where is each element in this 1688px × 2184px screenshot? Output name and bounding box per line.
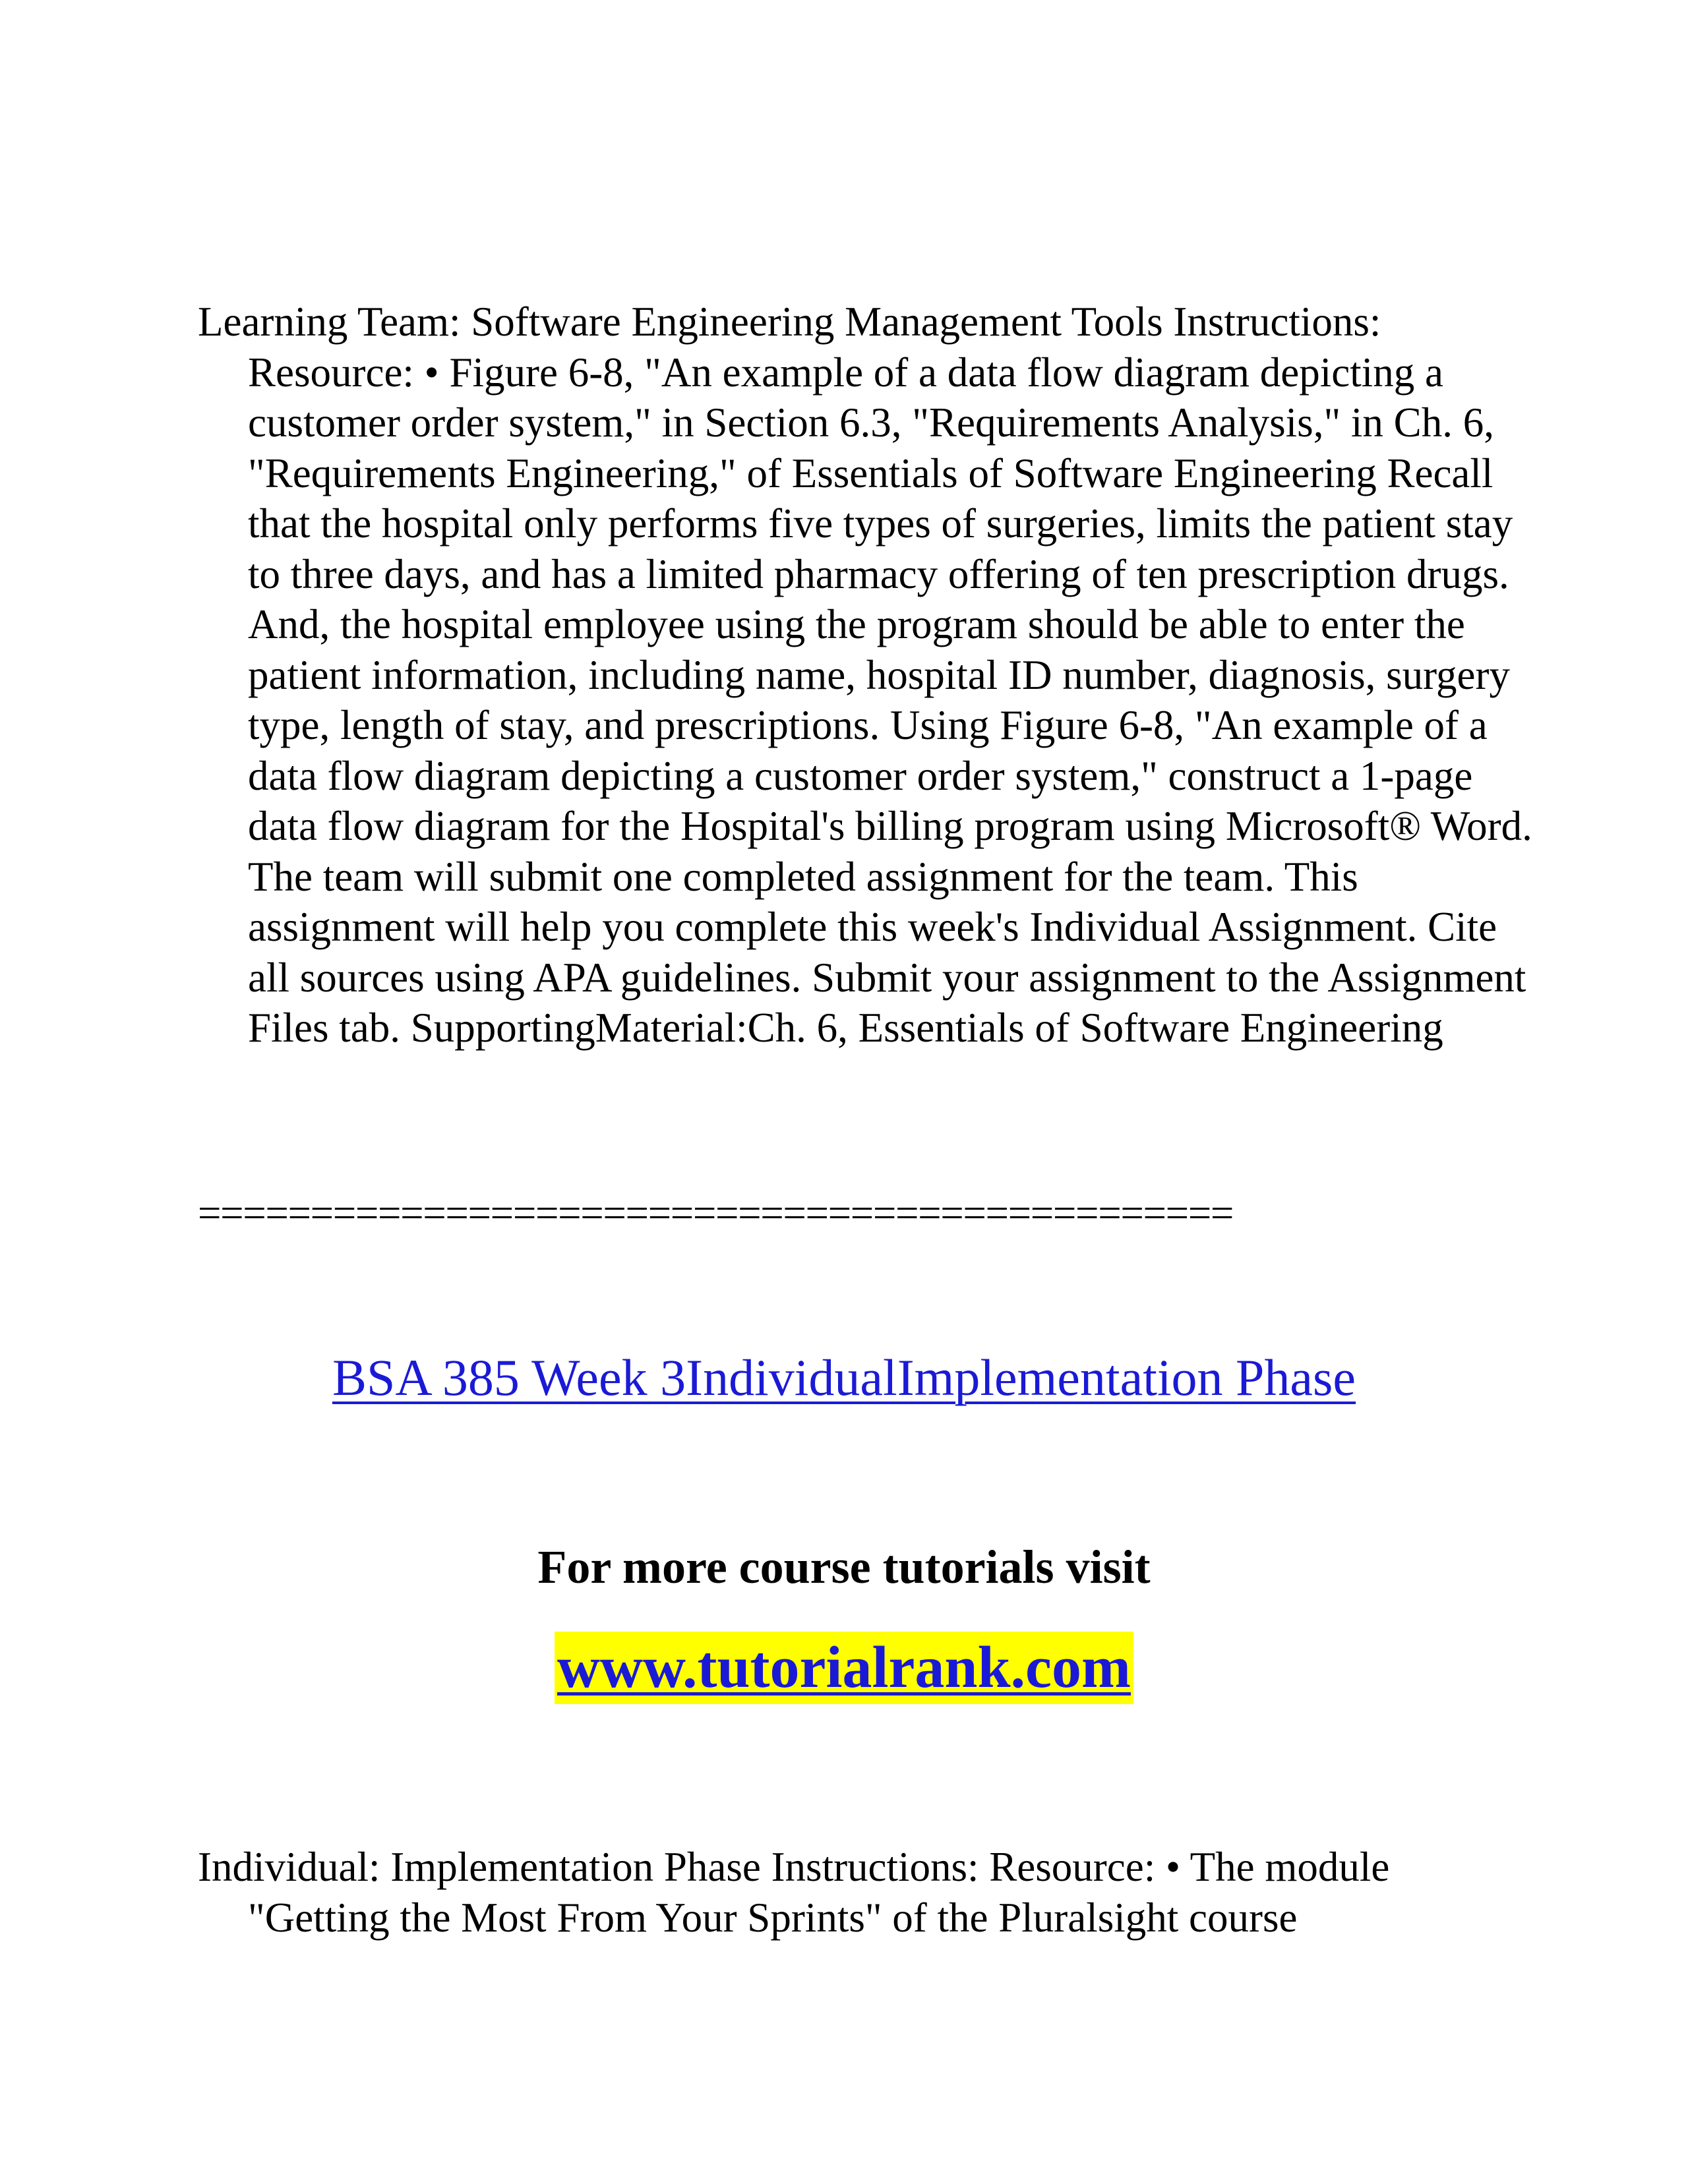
promo-text: For more course tutorials visit [537, 1541, 1151, 1593]
learning-team-instructions-paragraph: Learning Team: Software Engineering Management Tools Instructions: Resource: • Figure 6-8, "An example of a data flow diagram depicting a customer order system," in Section 6.3, "Requirements Analysis," in Ch. 6, "Requirements Engineering," of Essentials of Software Engineering Recall that the hospital only performs five types of surgeries, limits the patient stay to three days, and has a limited pharmacy offering of ten prescription drugs. And, the hospital employee using the program should be able to enter the patient information, including name, hospital ID number, diagnosis, surgery type, length of stay, and prescriptions. Using Figure 6-8, "An example of a data flow diagram depicting a customer order system," construct a 1-page data flow diagram for the Hospital's billing program using Microsoft® Word. The team will submit one completed assignment for the team. This assignment will help you complete this week's Individual Assignment. Cite all sources using APA guidelines. Submit your assignment to the Assignment Files tab. SupportingMaterial:Ch. 6, Essentials of Software Engineering [198, 299, 1532, 1051]
promo-url-container [0, 1632, 1688, 1704]
separator-line: ============================================== [198, 1190, 1233, 1236]
course-heading [0, 1345, 1688, 1411]
course-heading-link[interactable]: BSA 385 Week 3IndividualImplementation Phase [332, 1349, 1356, 1406]
tutorialrank-link[interactable]: www.tutorialrank.com [555, 1632, 1133, 1704]
individual-instructions-paragraph: Individual: Implementation Phase Instructions: Resource: • The module "Getting the Most From Your Sprints" of the Pluralsight course [198, 1844, 1390, 1941]
